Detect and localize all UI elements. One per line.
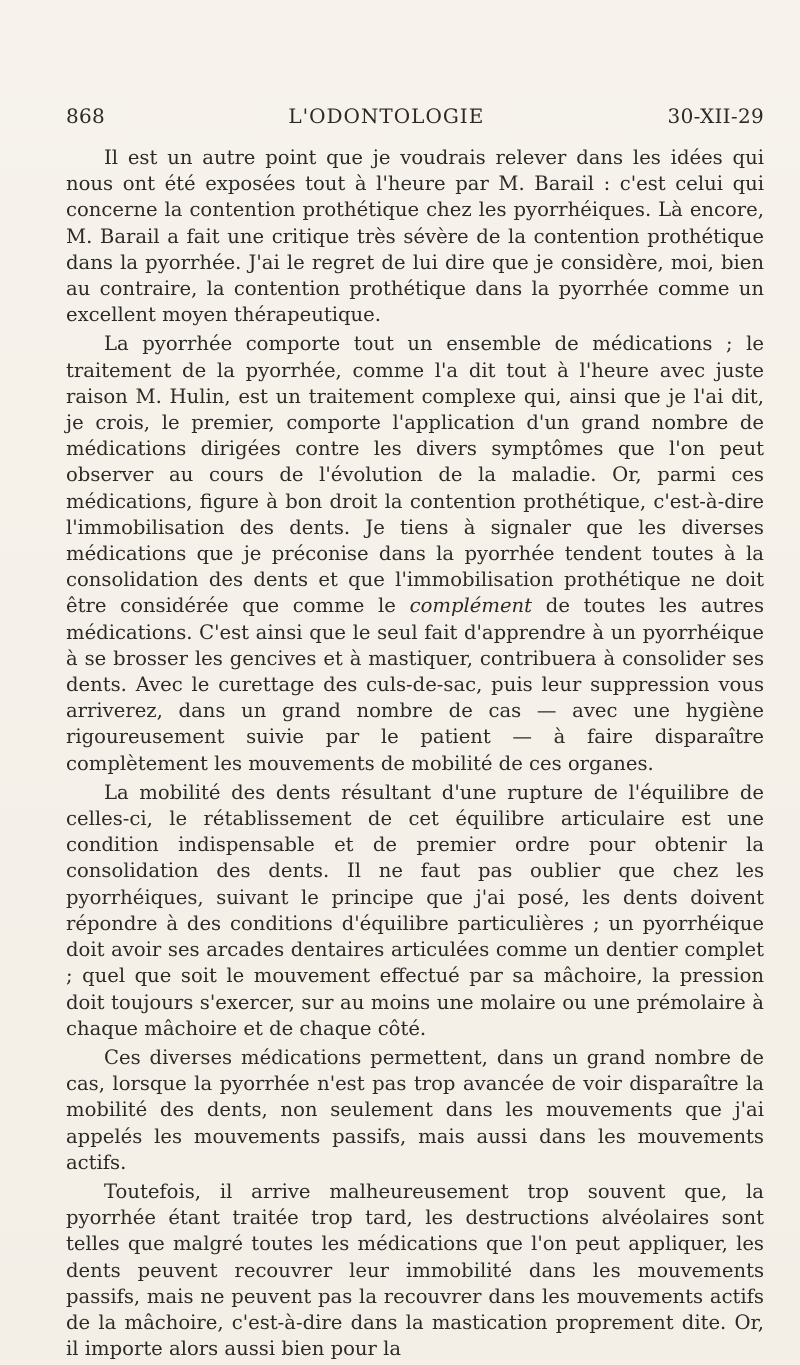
- issue-date: 30-XII-29: [667, 104, 764, 128]
- page-number: 868: [66, 104, 106, 128]
- paragraph-5: Toutefois, il arrive malheureusement trop souvent que, la pyorrhée étant traitée trop tard, les destructions alvéolaires sont telles que malgré toutes les médications que l'on peut appliquer, les dents peuvent recouvrer leur immobilité dans les mouvements passifs, mais ne peuvent pas la recouvrer dans les mouvements actifs de la mâchoire, c'est-à-dire dans la mastication proprement dite. Or, il importe alors aussi bien pour la: [66, 1179, 764, 1361]
- paragraph-2-text-after: de toutes les autres médications. C'est ainsi que le seul fait d'apprendre à un pyorrhéique à se brosser les gencives et à mastiquer, contribuera à consolider ses dents. Avec le curettage des culs-de-sac, puis leur suppression vous arriverez, dans un grand nombre de cas — avec une hygiène rigoureusement suivie par le patient — à faire disparaître complètement les mouvements de mobilité de ces organes.: [66, 594, 765, 775]
- emphasized-word: complément: [409, 594, 533, 618]
- paragraph-1: Il est un autre point que je voudrais relever dans les idées qui nous ont été exposées tout à l'heure par M. Barail : c'est celui qui concerne la contention prothétique chez les pyorrhéiques. Là encore, M. Barail a fait une critique très sévère de la contention prothétique dans la pyorrhée. J'ai le regret de lui dire que je considère, moi, bien au contraire, la contention prothétique dans la pyorrhée comme un excellent moyen thérapeutique.: [66, 146, 764, 327]
- paragraph-2: [66, 331, 764, 776]
- paragraph-2-text-before: La pyorrhée comporte tout un ensemble de médications ; le traitement de la pyorrhée, comme l'a dit tout à l'heure avec juste raison M. Hulin, est un traitement complexe qui, ainsi que je l'ai dit, je crois, le premier, comporte l'application d'un grand nombre de médications dirigées contre les divers symptômes que l'on peut observer au cours de l'évolution de la maladie. Or, parmi ces médications, figure à bon droit la contention prothétique, c'est-à-dire l'immobilisation des dents. Je tiens à signaler que les diverses médications que je préconise dans la pyorrhée tendent toutes à la consolidation des dents et que l'immobilisation prothétique ne doit être considérée que comme le: [66, 332, 764, 618]
- running-head: [66, 104, 764, 134]
- journal-title: L'ODONTOLOGIE: [288, 104, 485, 128]
- article-body: [66, 145, 764, 1365]
- paragraph-3: La mobilité des dents résultant d'une rupture de l'équilibre de celles-ci, le rétablissement de cet équilibre articulaire est une condition indispensable et de premier ordre pour obtenir la consolidation des dents. Il ne faut pas oublier que chez les pyorrhéiques, suivant le principe que j'ai posé, les dents doivent répondre à des conditions d'équilibre particulières ; un pyorrhéique doit avoir ses arcades dentaires articulées comme un dentier complet ; quel que soit le mouvement effectué par sa mâchoire, la pression doit toujours s'exercer, sur au moins une molaire ou une prémolaire à chaque mâchoire et de chaque côté.: [66, 780, 764, 1040]
- paragraph-4: Ces diverses médications permettent, dans un grand nombre de cas, lorsque la pyorrhée n'est pas trop avancée de voir disparaître la mobilité des dents, non seulement dans les mouvements que j'ai appelés les mouvements passifs, mais aussi dans les mouvements actifs.: [66, 1045, 764, 1174]
